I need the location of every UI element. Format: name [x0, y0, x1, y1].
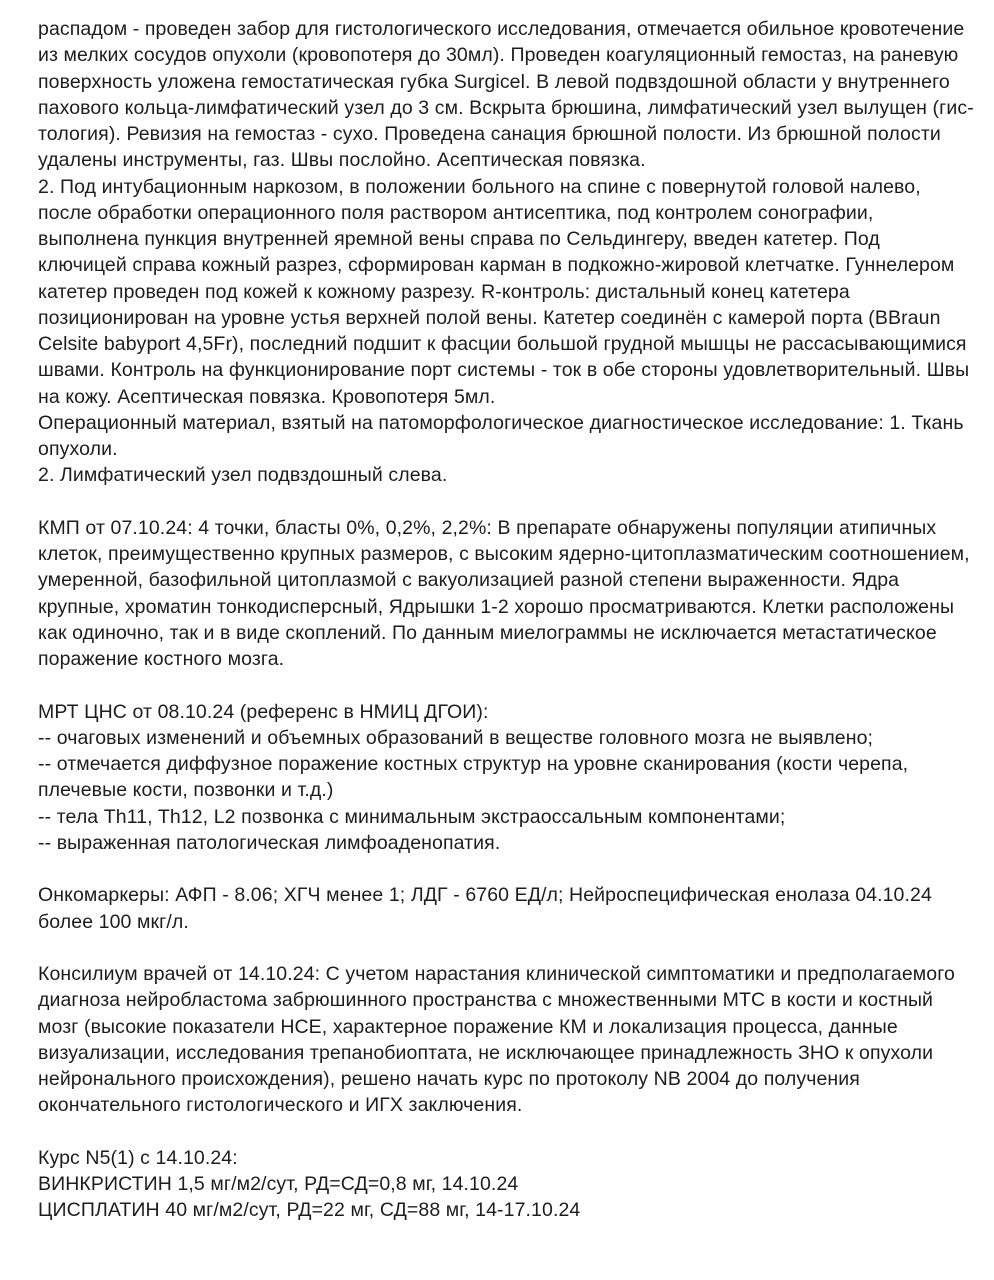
- text-line: позиционирован на уровне устья верхней полой вены. Катетер соединён с камерой порта (BBraun: [38, 306, 941, 329]
- text-line: удалены инструменты, газ. Швы послойно. Асептическая повязка.: [38, 149, 646, 172]
- text-line: диагноза нейробластома забрюшинного пространства с множественными МТС в кости и костный: [38, 989, 934, 1012]
- blank-line: [38, 672, 984, 698]
- text-line: как одиночно, так и в виде скоплений. По данным миелограммы не исключается метастатическое: [38, 621, 937, 644]
- text-line: -- тела Th11, Th12, L2 позвонка с минимальным экстраоссальным компонентами;: [38, 805, 786, 828]
- text-line: Онкомаркеры: АФП - 8.06; ХГЧ менее 1; ЛДГ - 6760 ЕД/л; Нейроспецифическая енолаза 04.10.24: [38, 884, 932, 907]
- text-line: КМП от 07.10.24: 4 точки, бласты 0%, 0,2%, 2,2%: В препарате обнаружены популяции атипичных: [38, 516, 937, 539]
- text-line: клеток, преимущественно крупных размеров, с высоким ядерно-цитоплазматическим соотношением,: [38, 543, 970, 565]
- text-line: -- отмечается диффузное поражение костных структур на уровне сканирования (кости черепа,: [38, 753, 909, 775]
- blank-separator-4: [38, 935, 984, 961]
- text-line: окончательного гистологического и ИГХ заключения.: [38, 1094, 523, 1117]
- text-line: тология). Ревизия на гемостаз - сухо. Проведена санация брюшной полости. Из брюшной полости: [38, 123, 941, 145]
- blank-separator-3: [38, 856, 984, 882]
- text-line: поверхность уложена гемостатическая губка Surgicel. В левой подвздошной области у внутреннего: [38, 70, 950, 93]
- text-line: распадом - проведен забор для гистологического исследования, отмечается обильное кровотечение: [38, 18, 965, 40]
- text-line: ВИНКРИСТИН 1,5 мг/м2/сут, РД=СД=0,8 мг, 14.10.24: [38, 1173, 519, 1195]
- text-line: умеренной, базофильной цитоплазмой с вакуолизацией разной степени выраженности. Ядра: [38, 569, 900, 592]
- text-line: крупные, хроматин тонкодисперсный, Ядрышки 1-2 хорошо просматриваются. Клетки расположены: [38, 595, 955, 618]
- text-line: 2. Лимфатический узел подвздошный слева.: [38, 464, 448, 487]
- surgical-material-item-1: [38, 410, 984, 463]
- surgical-material-item-2: [38, 462, 984, 488]
- blank-separator-1: [38, 489, 984, 515]
- blank-separator-5: [38, 1119, 984, 1145]
- text-line: нейронального происхождения), решено начать курс по протоколу NB 2004 до получения: [38, 1068, 860, 1090]
- text-line: ЦИСПЛАТИН 40 мг/м2/сут, РД=22 мг, СД=88 мг, 14-17.10.24: [38, 1199, 581, 1222]
- text-line: мозг (высокие показатели НСЕ, характерное поражение КМ и локализация процесса, данные: [38, 1015, 898, 1038]
- text-line: после обработки операционного поля раствором антисептика, под контролем сонографии,: [38, 201, 874, 224]
- text-line: Celsite babyport 4,5Fr), последний подшит к фасции большой грудной мышцы не рассасывающимися: [38, 333, 967, 355]
- text-line: на кожу. Асептическая повязка. Кровопотеря 5мл.: [38, 385, 496, 408]
- text-line: более 100 мкг/л.: [38, 910, 189, 933]
- document-text: [38, 16, 984, 1224]
- text-line: швами. Контроль на функционирование порт системы - ток в обе стороны удовлетворительный. Швы: [38, 359, 970, 382]
- text-line: -- очаговых изменений и объемных образований в веществе головного мозга не выявлено;: [38, 726, 874, 749]
- text-line: МРТ ЦНС от 08.10.24 (референс в НМИЦ ДГОИ):: [38, 700, 489, 723]
- text-line: визуализации, исследования трепанобиоптата, не исключающее принадлежность ЗНО к опухоли: [38, 1041, 934, 1064]
- tumor-markers: [38, 882, 984, 935]
- blank-separator-2: [38, 672, 984, 698]
- text-line: ключицей справа кожный разрез, сформирован карман в подкожно-жировой клетчатке. Гуннелером: [38, 254, 955, 277]
- text-line: -- выраженная патологическая лимфоаденопатия.: [38, 831, 501, 854]
- text-line: опухоли.: [38, 438, 118, 460]
- blank-line: [38, 1119, 984, 1145]
- chemo-course: [38, 1145, 984, 1224]
- surgery-note-2-port-implantation: [38, 174, 984, 410]
- text-line: Курс N5(1) с 14.10.24:: [38, 1146, 238, 1169]
- mri-cns-result: [38, 699, 984, 857]
- surgery-note-1-continued: [38, 16, 984, 174]
- text-line: из мелких сосудов опухоли (кровопотеря до 30мл). Проведен коагуляционный гемостаз, на раневую: [38, 44, 959, 67]
- text-line: 2. Под интубационным наркозом, в положении больного на спине с повернутой головой налево,: [38, 175, 921, 198]
- blank-line: [38, 935, 984, 961]
- physicians-consilium: [38, 961, 984, 1119]
- blank-line: [38, 489, 984, 515]
- text-line: Операционный материал, взятый на патоморфологическое диагностическое исследование: 1. Ткань: [38, 411, 964, 434]
- text-line: Консилиум врачей от 14.10.24: С учетом нарастания клинической симптоматики и предполагаемого: [38, 963, 955, 985]
- text-line: плечевые кости, позвонки и т.д.): [38, 779, 334, 802]
- text-line: выполнена пункция внутренней яремной вены справа по Сельдингеру, введен катетер. Под: [38, 228, 880, 250]
- text-line: пахового кольца-лимфатический узел до 3 см. Вскрыта брюшина, лимфатический узел вылущен (гис-: [38, 96, 974, 119]
- blank-line: [38, 856, 984, 882]
- text-line: катетер проведен под кожей к кожному разрезу. R-контроль: дистальный конец катетера: [38, 280, 850, 303]
- bone-marrow-kmp-result: [38, 515, 984, 673]
- text-line: поражение костного мозга.: [38, 648, 285, 670]
